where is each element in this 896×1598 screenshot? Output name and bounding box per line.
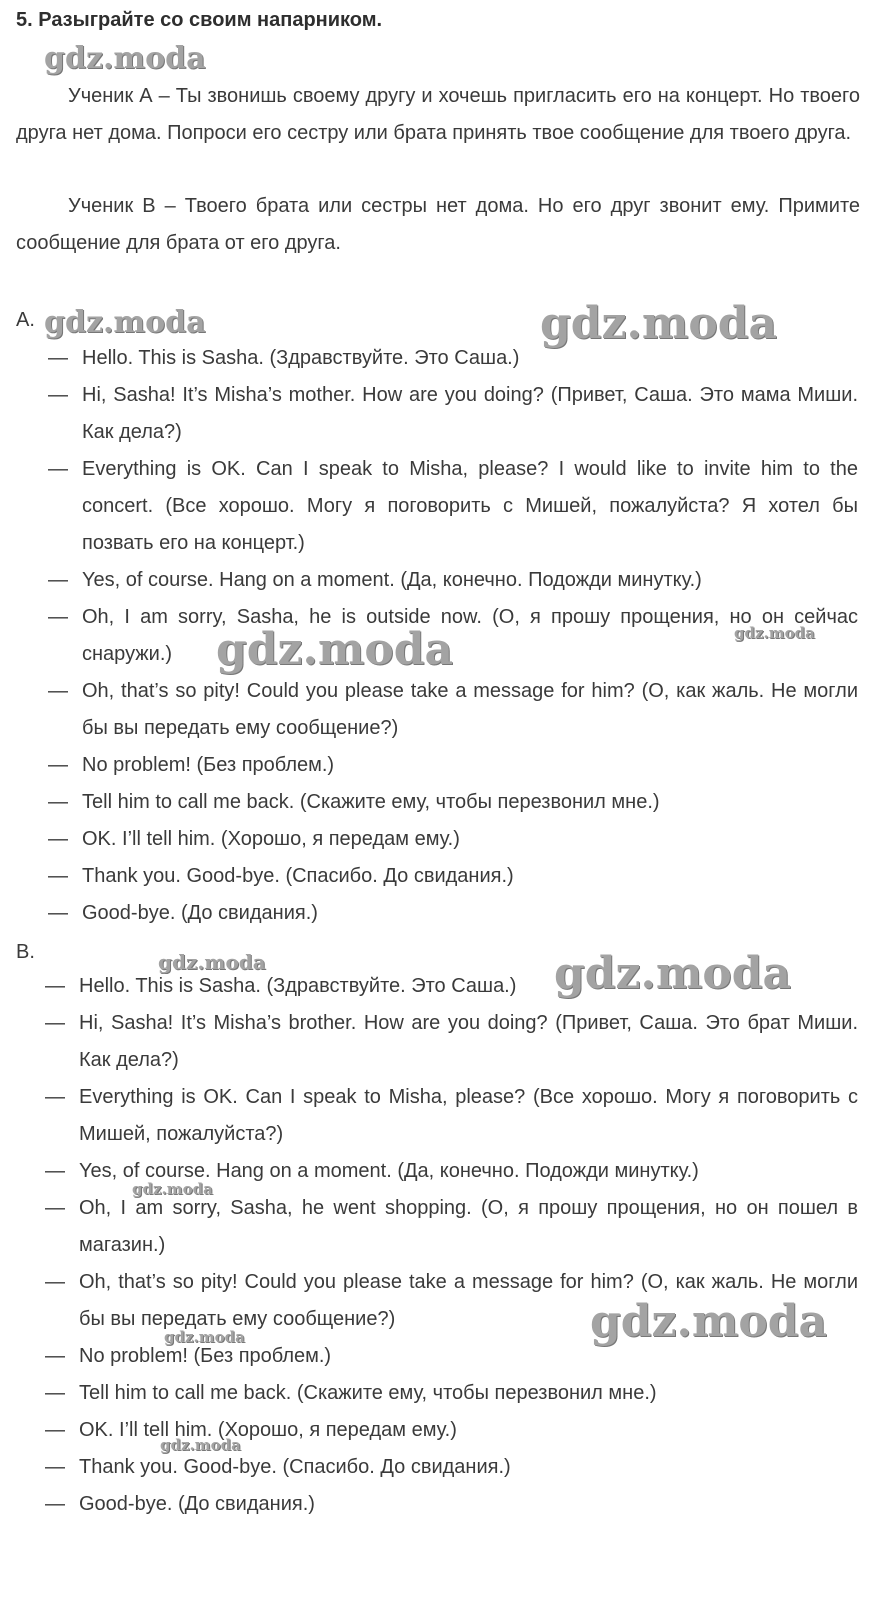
- dialogue-line: [0, 1449, 896, 1486]
- section-a-label: A.: [16, 309, 35, 331]
- dash: —: [45, 1382, 65, 1404]
- task-title: 5. Разыграйте со своим напарником.: [16, 9, 383, 31]
- dash: —: [48, 680, 68, 702]
- line-text: No problem! (Без проблем.): [79, 1345, 332, 1367]
- dialogue-line: [0, 968, 896, 1005]
- dash: —: [48, 569, 68, 591]
- line-text: No problem! (Без проблем.): [82, 754, 335, 776]
- dialogue-line: [0, 1338, 896, 1375]
- dash: —: [48, 384, 68, 406]
- dash: —: [48, 606, 68, 628]
- watermark: gdz.moda: [132, 1180, 213, 1198]
- watermark: gdz.moda: [158, 950, 266, 974]
- dialogue-line: [0, 673, 896, 747]
- watermark: gdz.moda: [44, 41, 206, 76]
- line-text: Hi, Sasha! It’s Misha’s brother. How are you doing? (Привет, Саша. Это брат Миши. Как дела?): [79, 1012, 858, 1071]
- line-text: OK. I’ll tell him. (Хорошо, я передам ему.): [82, 828, 460, 850]
- watermark: gdz.moda: [160, 1436, 241, 1454]
- line-text: Oh, I am sorry, Sasha, he went shopping. (О, я прошу прощения, но он пошел в магазин.): [79, 1197, 858, 1256]
- watermark: gdz.moda: [540, 298, 778, 349]
- dialogue-a: [0, 340, 896, 932]
- dash: —: [45, 975, 65, 997]
- dash: —: [45, 1345, 65, 1367]
- dash: —: [45, 1160, 65, 1182]
- dash: —: [45, 1012, 65, 1034]
- instruction-student-a: Ученик А – Ты звонишь своему другу и хочешь пригласить его на концерт. Но твоего друга нет дома. Попроси его сестру или брата принять твое сообщение для твоего друга.: [16, 85, 860, 144]
- line-text: Yes, of course. Hang on a moment. (Да, конечно. Подожди минутку.): [79, 1160, 699, 1182]
- dialogue-line: [0, 1264, 896, 1338]
- dash: —: [48, 791, 68, 813]
- line-text: Thank you. Good-bye. (Спасибо. До свидания.): [79, 1456, 511, 1478]
- dialogue-line: [0, 1375, 896, 1412]
- line-text: Hi, Sasha! It’s Misha’s mother. How are you doing? (Привет, Саша. Это мама Миши. Как дела?): [82, 384, 858, 443]
- line-text: Good-bye. (До свидания.): [82, 902, 318, 924]
- dash: —: [48, 347, 68, 369]
- dialogue-line: [0, 784, 896, 821]
- dash: —: [45, 1086, 65, 1108]
- dialogue-line: [0, 821, 896, 858]
- dialogue-line: [0, 1412, 896, 1449]
- dialogue-line: [0, 377, 896, 451]
- watermark: gdz.moda: [216, 624, 454, 675]
- dash: —: [45, 1456, 65, 1478]
- dialogue-line: [0, 1079, 896, 1153]
- dash: —: [48, 828, 68, 850]
- watermark: gdz.moda: [164, 1328, 245, 1346]
- instruction-student-b: Ученик В – Твоего брата или сестры нет дома. Но его друг звонит ему. Примите сообщение для брата от его друга.: [16, 195, 860, 254]
- line-text: Oh, I am sorry, Sasha, he is outside now. (О, я прошу прощения, но он сейчас снаружи.): [82, 606, 858, 665]
- line-text: OK. I’ll tell him. (Хорошо, я передам ему.): [79, 1419, 457, 1441]
- dash: —: [45, 1271, 65, 1293]
- line-text: Oh, that’s so pity! Could you please take a message for him? (О, как жаль. Не могли бы вы передать ему сообщение?): [79, 1271, 858, 1330]
- watermark: gdz.moda: [734, 624, 815, 642]
- dialogue-line: [0, 599, 896, 673]
- dialogue-line: [0, 1153, 896, 1190]
- line-text: Thank you. Good-bye. (Спасибо. До свидания.): [82, 865, 514, 887]
- dialogue-line: [0, 1190, 896, 1264]
- line-text: Tell him to call me back. (Скажите ему, чтобы перезвонил мне.): [79, 1382, 657, 1404]
- line-text: Everything is OK. Can I speak to Misha, please? (Все хорошо. Могу я поговорить с Мишей, пожалуйста?): [79, 1086, 858, 1145]
- line-text: Yes, of course. Hang on a moment. (Да, конечно. Подожди минутку.): [82, 569, 702, 591]
- line-text: Tell him to call me back. (Скажите ему, чтобы перезвонил мне.): [82, 791, 660, 813]
- dialogue-line: [0, 562, 896, 599]
- dialogue-line: [0, 747, 896, 784]
- dash: —: [48, 902, 68, 924]
- line-text: Good-bye. (До свидания.): [79, 1493, 315, 1515]
- watermark: gdz.moda: [590, 1296, 828, 1347]
- dialogue-line: [0, 858, 896, 895]
- line-text: Oh, that’s so pity! Could you please take a message for him? (О, как жаль. Не могли бы вы передать ему сообщение?): [82, 680, 858, 739]
- watermark: gdz.moda: [44, 305, 206, 340]
- dash: —: [48, 754, 68, 776]
- dialogue-line: [0, 451, 896, 562]
- dash: —: [45, 1493, 65, 1515]
- dash: —: [45, 1197, 65, 1219]
- dash: —: [45, 1419, 65, 1441]
- dash: —: [48, 865, 68, 887]
- dialogue-line: [0, 1005, 896, 1079]
- watermark: gdz.moda: [554, 948, 792, 999]
- line-text: Hello. This is Sasha. (Здравствуйте. Это Саша.): [79, 975, 517, 997]
- dash: —: [48, 458, 68, 480]
- dialogue-line: [0, 1486, 896, 1523]
- dialogue-line: [0, 340, 896, 377]
- line-text: Everything is OK. Can I speak to Misha, please? I would like to invite him to the concert. (Все хорошо. Могу я поговорить с Мишей, пожалуйста? Я хотел бы позвать его на концерт.): [82, 458, 858, 554]
- section-b-label: B.: [16, 941, 35, 963]
- dialogue-line: [0, 895, 896, 932]
- line-text: Hello. This is Sasha. (Здравствуйте. Это Саша.): [82, 347, 520, 369]
- dialogue-b: [0, 968, 896, 1523]
